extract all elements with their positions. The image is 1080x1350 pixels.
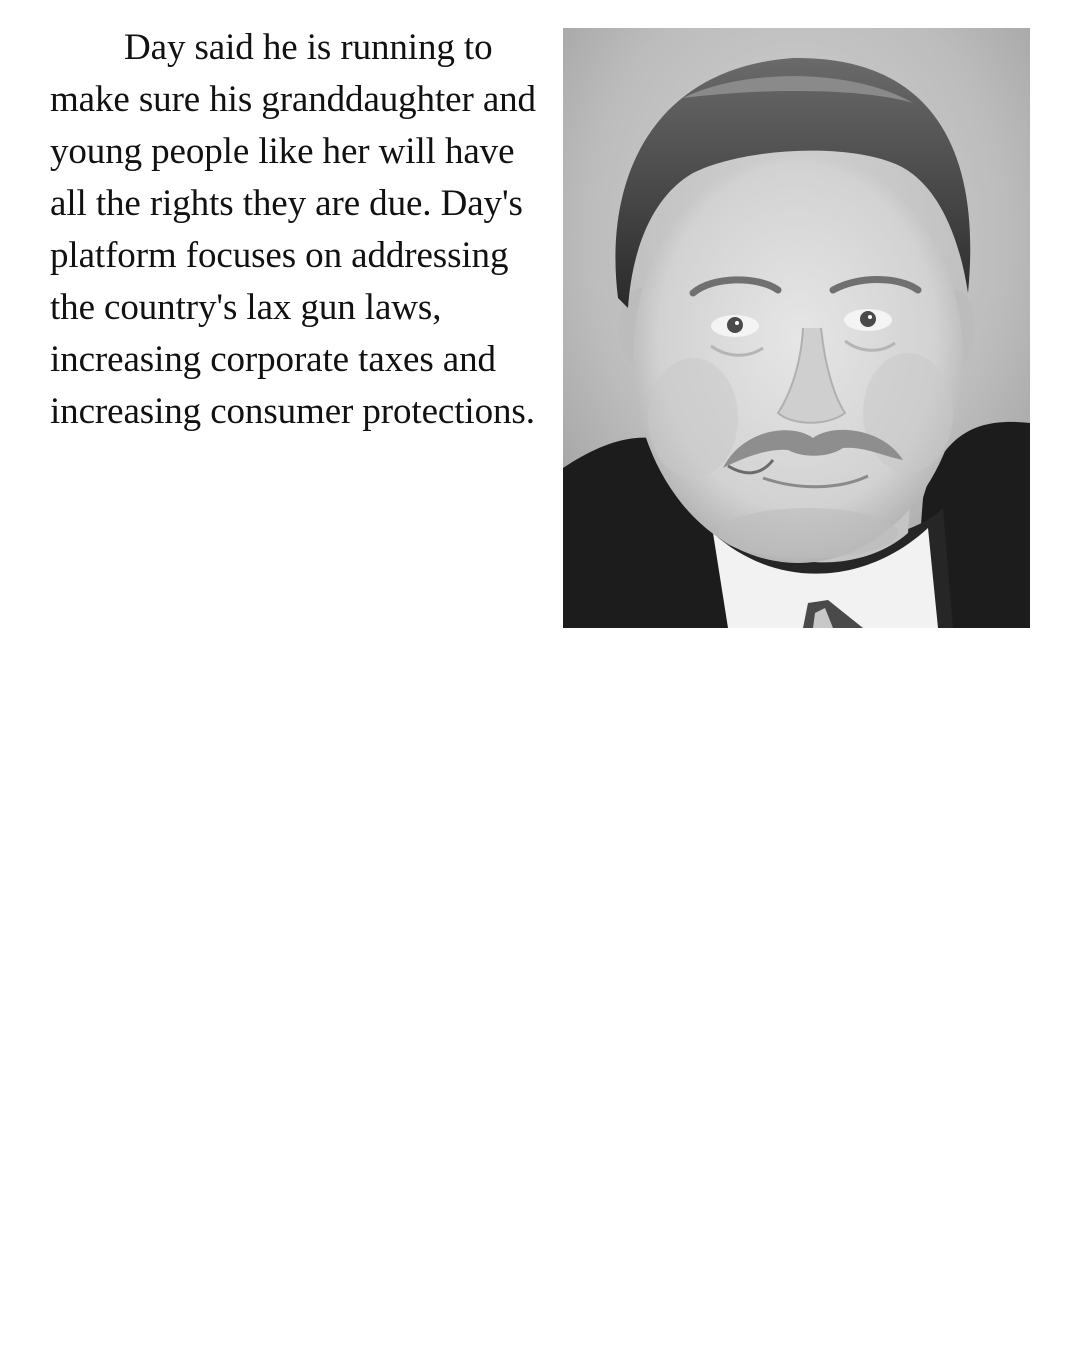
portrait-photo [563, 28, 1030, 628]
portrait-illustration [563, 28, 1030, 628]
article-paragraph: Day said he is running to make sure his granddaughter and young people like her will have all the rights they are due. Day's platform focuses on addressing the country's lax gun laws, increasing corporate taxes and increasing consumer protections. [50, 27, 536, 432]
